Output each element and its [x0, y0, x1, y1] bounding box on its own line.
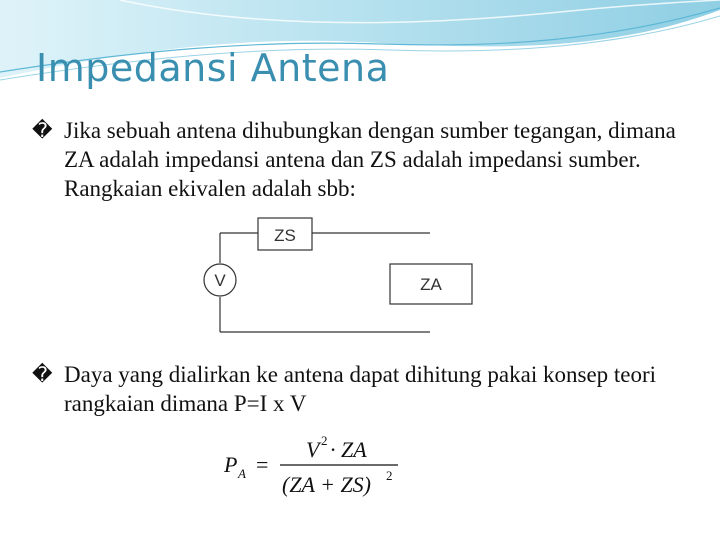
- power-formula: [222, 432, 402, 498]
- voltage-source-label: V: [214, 271, 226, 290]
- formula-denominator-exponent: 2: [386, 468, 393, 483]
- formula-equals: =: [256, 452, 269, 477]
- bullet-item: [32, 116, 692, 203]
- bullet-item: [32, 360, 692, 418]
- formula-lhs-subscript: A: [238, 466, 246, 481]
- bullet-marker: �: [32, 118, 53, 142]
- formula-numerator-base: V: [306, 437, 320, 462]
- bullet-text: Daya yang dialirkan ke antena dapat dihitung pakai konsep teori rangkaian dimana P=I x V: [64, 362, 657, 416]
- formula-lhs: P: [224, 452, 238, 477]
- zs-label: ZS: [274, 226, 296, 245]
- bullet-marker: �: [32, 362, 53, 386]
- slide-title: Impedansi Antena: [36, 46, 390, 90]
- za-label: ZA: [420, 275, 442, 294]
- formula-numerator-rest: · ZA: [330, 437, 367, 462]
- bullet-text: Jika sebuah antena dihubungkan dengan sumber tegangan, dimana ZA adalah impedansi antena dan ZS adalah impedansi sumber. Rangkaian ekivalen adalah sbb:: [64, 118, 676, 201]
- formula-denominator: (ZA + ZS): [282, 472, 372, 497]
- equivalent-circuit-diagram: [194, 212, 474, 342]
- formula-numerator-exponent: 2: [321, 433, 328, 448]
